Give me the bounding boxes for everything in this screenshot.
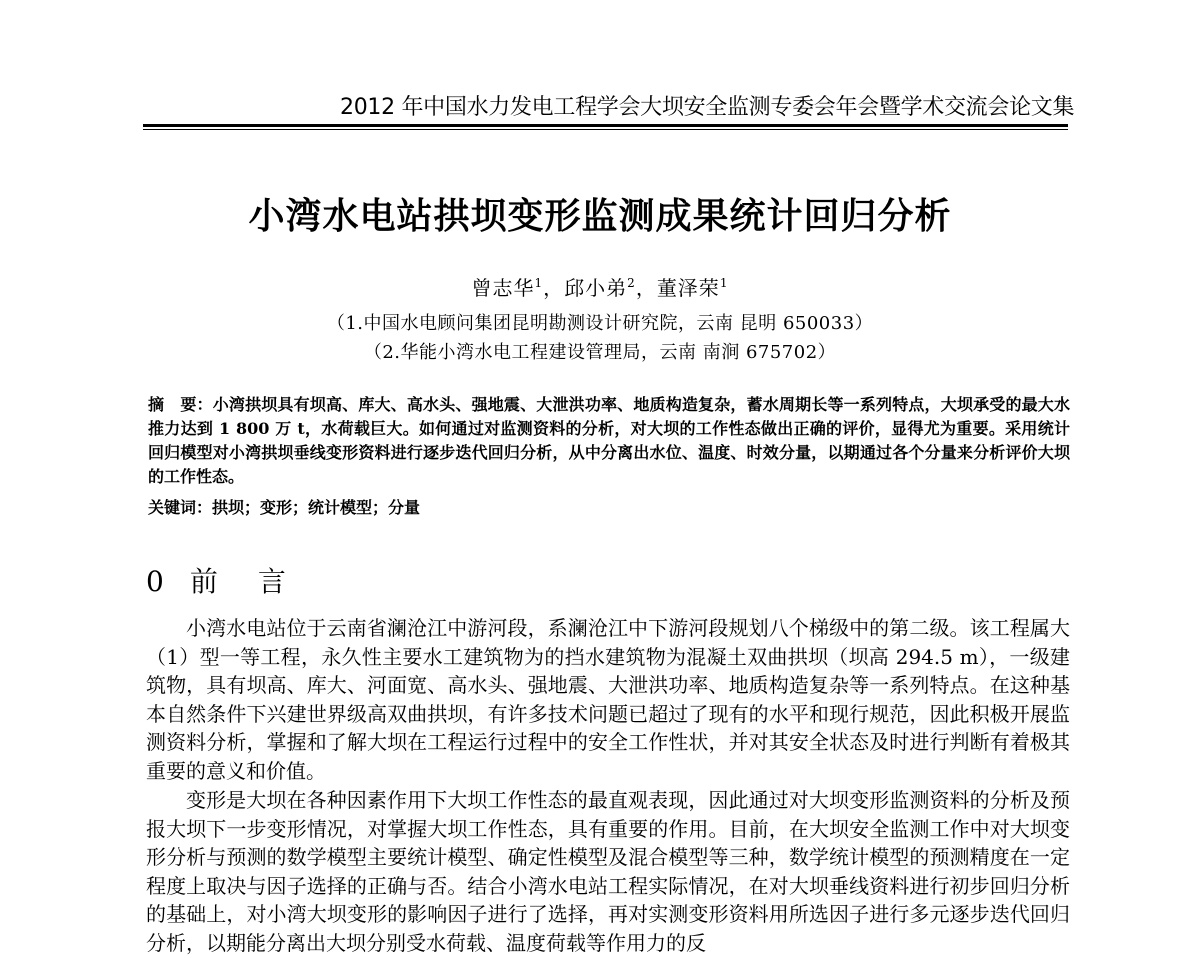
body-paragraph: 小湾水电站位于云南省澜沧江中游河段，系澜沧江中下游河段规划八个梯级中的第二级。该工程属大（1）型一等工程，永久性主要水工建筑物为的挡水建筑物为混凝土双曲拱坝（坝高 294.5 m），一级建筑物，具有坝高、库大、河面宽、高水头、强地震、大泄洪功率、地质构造复杂等一系列特点。在这种基本自然条件下兴建世界级高双曲拱坝，有许多技术问题已超过了现有的水平和现行规范，因此积极开展监测资料分析，掌握和了解大坝在工程运行过程中的安全工作性状，并对其安全状态及时进行判断有着极其重要的意义和价值。 — [146, 616, 1070, 783]
abstract-label: 摘 要： — [148, 395, 213, 414]
section-number: 0 — [146, 565, 170, 598]
body-paragraph: 变形是大坝在各种因素作用下大坝工作性态的最直观表现，因此通过对大坝变形监测资料的分析及预报大坝下一步变形情况，对掌握大坝工作性态，具有重要的作用。目前，在大坝安全监测工作中对大坝变形分析与预测的数学模型主要统计模型、确定性模型及混合模型等三种，数学统计模型的预测精度在一定程度上取决与因子选择的正确与否。结合小湾水电站工程实际情况，在对大坝垂线资料进行初步回归分析的基础上，对小湾大坝变形的影响因子进行了选择，再对实测变形资料用所选因子进行多元逐步迭代回归分析，以期能分离出大坝分别受水荷载、温度荷载等作用力的反 — [146, 788, 1070, 955]
keywords — [148, 496, 1070, 520]
author-name: 邱小弟 — [564, 276, 628, 300]
author-affiliation-mark: 1 — [719, 276, 729, 290]
author-separator: ， — [543, 276, 565, 300]
author-name: 董泽荣 — [656, 276, 720, 300]
author-line — [0, 272, 1200, 301]
paper-title: 小湾水电站拱坝变形监测成果统计回归分析 — [248, 195, 952, 237]
author-name: 曾志华 — [471, 276, 535, 300]
running-header: 2012 年中国水力发电工程学会大坝安全监测专委会年会暨学术交流会论文集 — [340, 95, 1075, 120]
affiliation-1: （1.中国水电顾问集团昆明勘测设计研究院，云南 昆明 650033） — [326, 313, 874, 334]
keywords-text: 拱坝；变形；统计模型；分量 — [212, 498, 421, 517]
section-title: 前 言 — [189, 565, 292, 598]
author-affiliation-mark: 2 — [627, 276, 636, 290]
author-separator: ， — [635, 276, 657, 300]
abstract-text: 小湾拱坝具有坝高、库大、高水头、强地震、大泄洪功率、地质构造复杂，蓄水周期长等一系列特点，大坝承受的最大水推力达到 1 800 万 t，水荷载巨大。如何通过对监测资料的分析，对大坝的工作性态做出正确的评价，显得尤为重要。采用统计回归模型对小湾拱坝垂线变形资料进行逐步迭代回归分析，从中分离出水位、温度、时效分量，以期通过各个分量来分析评价大坝的工作性态。 — [148, 395, 1070, 486]
header-rule — [143, 124, 1068, 130]
author-affiliation-mark: 1 — [534, 276, 544, 290]
abstract — [148, 393, 1070, 489]
keywords-label: 关键词： — [148, 498, 213, 517]
affiliation-2: （2.华能小湾水电工程建设管理局，云南 南涧 675702） — [363, 342, 837, 363]
section-heading — [146, 560, 292, 600]
